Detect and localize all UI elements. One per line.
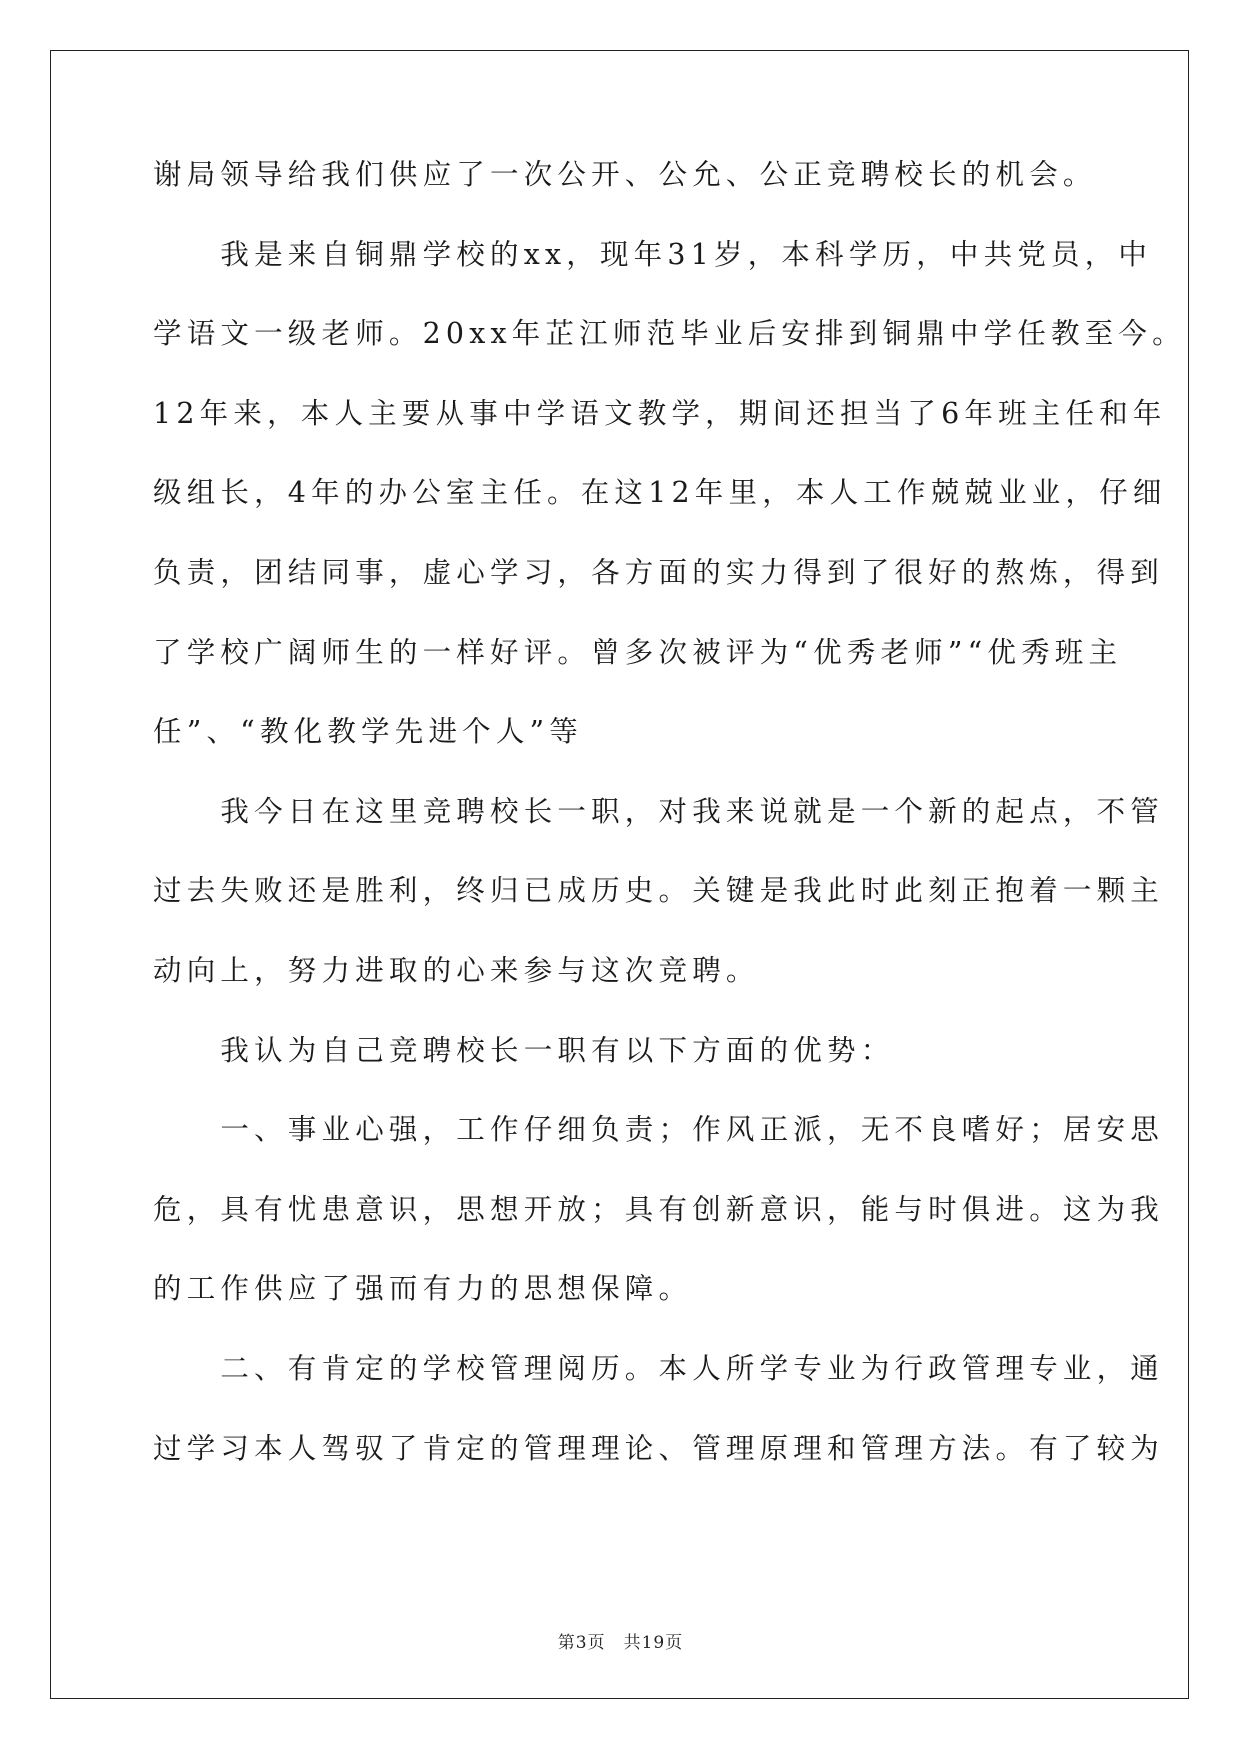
text-line: 级组长，4年的办公室主任。在这12年里，本人工作兢兢业业，仔细 [153, 476, 1167, 510]
text-line: 二、有肯定的学校管理阅历。本人所学专业为行政管理专业，通 [153, 1351, 1165, 1385]
text-line: 过去失败还是胜利，终归已成历史。关键是我此时此刻正抱着一颗主 [153, 874, 1165, 908]
text-line: 我是来自铜鼎学校的xx，现年31岁，本科学历，中共党员，中 [153, 237, 1153, 271]
text-line: 的工作供应了强而有力的思想保障。 [153, 1272, 693, 1306]
text-line: 动向上，努力进取的心来参与这次竞聘。 [153, 953, 760, 987]
text-line: 我认为自己竞聘校长一职有以下方面的优势： [153, 1033, 895, 1067]
text-line: 任”、“教化教学先进个人”等 [153, 715, 584, 749]
text-line: 一、事业心强，工作仔细负责；作风正派，无不良嗜好；居安思 [153, 1113, 1165, 1147]
page-footer [0, 1628, 1241, 1653]
text-line: 我今日在这里竞聘校长一职，对我来说就是一个新的起点，不管 [153, 794, 1165, 828]
page-number: 第3页 共19页 [557, 1633, 684, 1653]
text-line: 12年来，本人主要从事中学语文教学，期间还担当了6年班主任和年 [153, 396, 1167, 430]
text-line: 负责，团结同事，虚心学习，各方面的实力得到了很好的熬炼，得到 [153, 555, 1165, 589]
document-body [153, 158, 1186, 1513]
text-line: 危，具有忧患意识，思想开放；具有创新意识，能与时俱进。这为我 [153, 1192, 1165, 1226]
text-line: 过学习本人驾驭了肯定的管理理论、管理原理和管理方法。有了较为 [153, 1431, 1165, 1465]
text-line: 谢局领导给我们供应了一次公开、公允、公正竞聘校长的机会。 [153, 158, 1097, 191]
text-line: 学语文一级老师。20xx年芷江师范毕业后安排到铜鼎中学任教至今。 [153, 317, 1186, 351]
text-line: 了学校广阔师生的一样好评。曾多次被评为“优秀老师”“优秀班主 [153, 635, 1123, 669]
